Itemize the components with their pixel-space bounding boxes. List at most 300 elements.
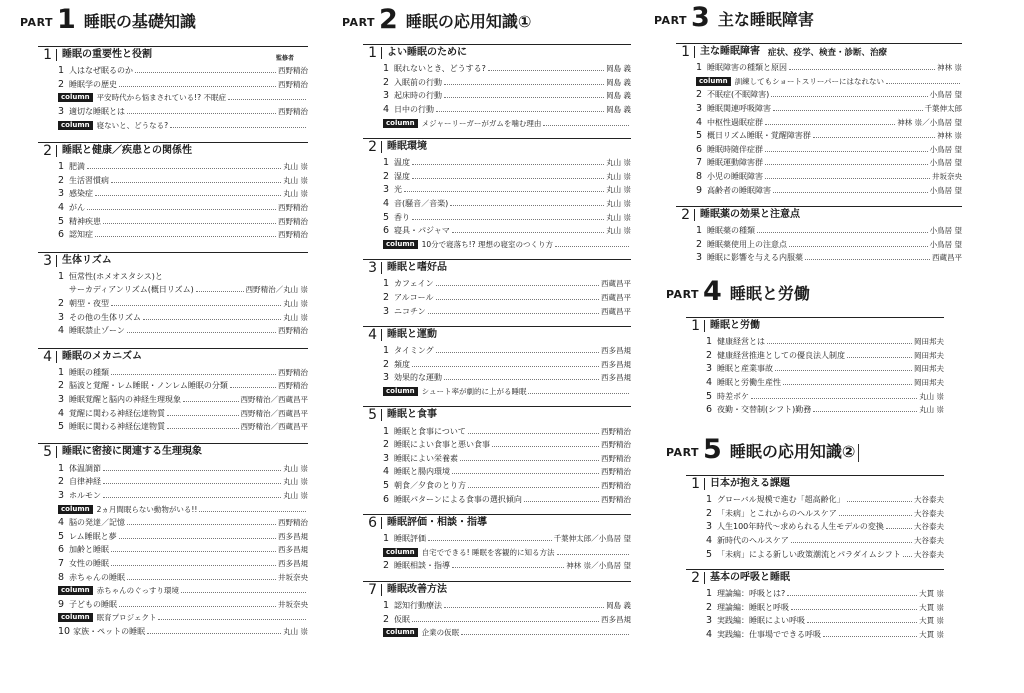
entry-author: 丸山 崇	[283, 189, 308, 199]
toc-entry[interactable]	[676, 102, 962, 116]
entry-title: 脳の発達／記憶	[69, 518, 125, 528]
column-title: 2ヵ月間眠らない動物がいる!!	[96, 504, 198, 514]
entry-title: 時差ボケ	[717, 391, 749, 401]
leader-dots	[135, 72, 276, 73]
toc-entry[interactable]	[363, 76, 631, 90]
column-tag: column	[58, 613, 93, 622]
entry-author: 井坂奈央	[278, 572, 308, 582]
entry-number: 2	[383, 76, 390, 88]
entry-title: 睡眠によい食事と悪い食事	[394, 440, 490, 450]
toc-entry[interactable]	[363, 291, 631, 305]
toc-entry[interactable]	[38, 461, 308, 475]
entry-number: 1	[706, 336, 713, 348]
toc-entry[interactable]	[363, 492, 631, 506]
leader-dots	[450, 205, 604, 206]
section-rule	[38, 252, 308, 253]
section-title: 睡眠の重要性と役割	[56, 49, 152, 61]
column-title: 平安時代から悩まされている!? 不眠症	[96, 93, 226, 103]
entry-author: 西多昌規	[278, 545, 308, 555]
entry-title: 睡眠と腸内環境	[394, 467, 450, 477]
toc-entry[interactable]	[686, 362, 944, 376]
section-title: よい睡眠のために	[381, 47, 467, 59]
section-number: 1	[681, 44, 690, 60]
entry-number: 1	[383, 533, 390, 545]
entry-author: 西野精治	[278, 66, 308, 76]
entry-title: 睡眠評価	[394, 534, 426, 544]
entry-title: 適切な睡眠とは	[69, 107, 125, 117]
toc-entry[interactable]	[676, 238, 962, 252]
entry-author: 丸山 崇	[606, 185, 631, 195]
entry-number: 7	[696, 157, 703, 169]
toc-entry[interactable]	[686, 534, 944, 548]
section-rule	[686, 317, 944, 318]
entry-author: 西野精治	[278, 326, 308, 336]
leader-dots	[524, 501, 599, 502]
entry-title: サーカディアンリズム(概日リズム)	[69, 285, 194, 295]
entry-number: 9	[696, 184, 703, 196]
leader-dots	[412, 621, 599, 622]
text-cursor	[858, 444, 859, 462]
column-tag: column	[58, 121, 93, 130]
entry-author: 西野精治	[278, 367, 308, 377]
entry-number: 1	[58, 462, 65, 474]
column-entry[interactable]	[38, 584, 308, 598]
entry-title: 加齢と睡眠	[69, 545, 109, 555]
leader-dots	[111, 305, 281, 306]
leader-dots	[813, 137, 935, 138]
entry-number: 2	[383, 613, 390, 625]
column-entry[interactable]	[38, 118, 308, 132]
toc-entry[interactable]	[38, 324, 308, 338]
leader-dots	[787, 595, 917, 596]
entry-author: 丸山 崇	[606, 212, 631, 222]
part-4-header	[666, 276, 810, 307]
entry-title: 赤ちゃんの睡眠	[69, 572, 125, 582]
entry-author: 西野精治	[278, 203, 308, 213]
supervisor-note: 監修者	[275, 55, 294, 62]
entry-number: 3	[696, 103, 703, 115]
entry-title: 理論編：睡眠と呼吸	[717, 602, 789, 612]
entry-number: 2	[383, 560, 390, 572]
leader-dots	[765, 124, 895, 125]
toc-entry[interactable]	[686, 335, 944, 349]
column-entry[interactable]	[38, 611, 308, 625]
leader-dots	[167, 415, 239, 416]
part-number: 3	[691, 2, 710, 33]
entry-number: 1	[383, 278, 390, 290]
toc-entry[interactable]	[38, 489, 308, 503]
toc-entry[interactable]	[38, 187, 308, 201]
toc-entry[interactable]	[38, 543, 308, 557]
entry-title: 家族・ペットの睡眠	[73, 626, 146, 636]
entry-author: 岡島 義	[606, 91, 631, 101]
section-header	[363, 581, 631, 599]
entry-title: 中枢性過眠症群	[707, 117, 763, 127]
toc-entry[interactable]	[38, 174, 308, 188]
entry-author: 西多昌規	[278, 558, 308, 568]
toc-entry[interactable]	[363, 224, 631, 238]
entry-number: 1	[383, 157, 390, 169]
entry-number: 2	[58, 174, 65, 186]
toc-entry[interactable]	[38, 78, 308, 92]
section-number: 2	[681, 206, 690, 223]
entry-author: 神林 崇／小鳥居 望	[897, 117, 962, 127]
entry-title: 不眠症(不眠障害)	[707, 90, 770, 100]
entry-title: その他の生体リズム	[69, 312, 141, 322]
entry-number: 1	[58, 366, 65, 378]
entry-author: 丸山 崇	[606, 199, 631, 209]
entry-number: 3	[58, 489, 65, 501]
leader-dots	[404, 191, 604, 192]
section-rule	[686, 569, 944, 570]
entry-author: 丸山 崇	[919, 391, 944, 401]
entry-title: 朝型・夜型	[69, 299, 109, 309]
section-title: 睡眠と嗜好品	[381, 262, 447, 274]
leader-dots	[111, 551, 276, 552]
column-title: 企業の仮眠	[421, 628, 460, 638]
leader-dots	[528, 393, 629, 394]
toc-entry[interactable]	[38, 201, 308, 215]
toc-entry[interactable]	[686, 376, 944, 390]
toc-entry[interactable]	[686, 349, 944, 363]
toc-section	[363, 44, 631, 130]
entry-title: 睡眠パターンによる食事の選択傾向	[394, 494, 522, 504]
section-title: 睡眠と食事	[381, 409, 437, 421]
entry-title: 小児の睡眠障害	[707, 172, 763, 182]
toc-entry[interactable]	[676, 251, 962, 265]
entry-title: 生活習慣病	[69, 175, 109, 185]
leader-dots	[492, 446, 599, 447]
toc-entry[interactable]	[363, 62, 631, 76]
toc-entry[interactable]	[38, 310, 308, 324]
toc-entry[interactable]	[363, 424, 631, 438]
toc-entry[interactable]	[676, 88, 962, 102]
toc-entry[interactable]	[363, 465, 631, 479]
toc-entry[interactable]	[363, 599, 631, 613]
toc-entry[interactable]	[363, 532, 631, 546]
toc-entry[interactable]	[676, 156, 962, 170]
toc-entry[interactable]	[676, 183, 962, 197]
toc-entry[interactable]	[38, 406, 308, 420]
entry-title: 新時代のヘルスケア	[717, 536, 789, 546]
part-label: PART	[20, 16, 54, 30]
entry-title: 自律神経	[69, 477, 101, 487]
toc-entry[interactable]	[686, 547, 944, 561]
leader-dots	[823, 636, 917, 637]
entry-author: 神林 崇／小鳥居 望	[566, 561, 631, 571]
section-header	[363, 406, 631, 424]
column-tag: column	[58, 586, 93, 595]
entry-title: 睡眠学の歴史	[69, 79, 117, 89]
entry-number: 2	[383, 170, 390, 182]
leader-dots	[460, 460, 599, 461]
entry-title: タイミング	[394, 346, 434, 356]
entry-author: 大谷泰夫	[914, 495, 944, 505]
section-number: 4	[43, 348, 52, 365]
toc-section	[676, 43, 962, 197]
toc-entry[interactable]	[686, 587, 944, 601]
entry-title: 音(騒音／音楽)	[394, 199, 449, 209]
leader-dots	[119, 538, 276, 539]
leader-dots	[111, 565, 276, 566]
column-tag: column	[383, 240, 418, 249]
entry-title: 人生100年時代〜求められる人生モデルの変換	[717, 522, 884, 532]
toc-entry[interactable]	[676, 143, 962, 157]
toc-entry[interactable]	[363, 304, 631, 318]
part-1-header	[20, 4, 196, 35]
leader-dots	[127, 113, 276, 114]
toc-entry[interactable]	[38, 475, 308, 489]
leader-dots	[771, 96, 927, 97]
toc-entry[interactable]	[38, 214, 308, 228]
entry-number: 1	[706, 494, 713, 506]
toc-entry[interactable]	[363, 451, 631, 465]
section-number: 5	[368, 407, 377, 424]
entry-title: 温度	[394, 158, 410, 168]
part-label: PART	[342, 16, 376, 30]
entry-author: 千葉伸太郎／小鳥居 望	[553, 534, 631, 544]
toc-entry[interactable]	[686, 520, 944, 534]
entry-number: 5	[706, 390, 713, 402]
toc-entry[interactable]	[38, 366, 308, 380]
entry-title: 湿度	[394, 171, 410, 181]
leader-dots	[127, 579, 276, 580]
section-header	[686, 569, 944, 587]
entry-author: 西野精治	[278, 79, 308, 89]
section-number: 4	[368, 326, 377, 343]
column-entry[interactable]	[38, 91, 308, 105]
entry-title: 子どもの睡眠	[69, 599, 117, 609]
entry-author: 丸山 崇	[606, 158, 631, 168]
toc-entry[interactable]	[38, 516, 308, 530]
toc-entry[interactable]	[686, 493, 944, 507]
entry-author: 西野精治／西蔵昌平	[240, 408, 308, 418]
leader-dots	[199, 511, 306, 512]
column-entry[interactable]	[363, 626, 631, 640]
entry-number: 4	[706, 629, 713, 641]
toc-entry[interactable]	[686, 403, 944, 417]
section-rule	[363, 406, 631, 407]
entry-number: 3	[58, 393, 65, 405]
section-header	[363, 138, 631, 156]
toc-entry[interactable]	[38, 297, 308, 311]
toc-entry[interactable]	[38, 393, 308, 407]
section-rule	[363, 514, 631, 515]
column-title: 眠育プロジェクト	[96, 613, 157, 623]
entry-author: 西蔵昌平	[601, 293, 631, 303]
entry-number: 1	[706, 588, 713, 600]
column-tag: column	[696, 77, 731, 86]
toc-entry[interactable]	[363, 197, 631, 211]
toc-entry[interactable]	[38, 228, 308, 242]
toc-entry[interactable]	[676, 115, 962, 129]
toc-section	[676, 206, 962, 265]
entry-title: 概日リズム睡眠・覚醒障害群	[707, 131, 811, 141]
column-title: シュート率が劇的に上がる睡眠	[421, 386, 527, 396]
toc-entry[interactable]	[686, 507, 944, 521]
leader-dots	[95, 236, 276, 237]
toc-entry[interactable]	[38, 597, 308, 611]
entry-number: 6	[383, 225, 390, 237]
entry-number: 1	[383, 345, 390, 357]
toc-section	[38, 46, 308, 132]
toc-entry[interactable]	[38, 283, 308, 297]
toc-section	[363, 581, 631, 640]
entry-title: 人はなぜ眠るのか	[69, 66, 133, 76]
toc-entry[interactable]	[686, 389, 944, 403]
section-rule	[363, 326, 631, 327]
toc-entry[interactable]	[676, 170, 962, 184]
leader-dots	[886, 83, 960, 84]
column-entry[interactable]	[363, 545, 631, 559]
leader-dots	[903, 556, 912, 557]
toc-entry[interactable]	[38, 64, 308, 78]
entry-title: 女性の睡眠	[69, 558, 109, 568]
toc-entry[interactable]	[363, 344, 631, 358]
section-rule	[686, 475, 944, 476]
entry-title: ホルモン	[69, 490, 101, 500]
toc-entry[interactable]	[363, 358, 631, 372]
toc-entry[interactable]	[363, 89, 631, 103]
toc-entry[interactable]	[676, 129, 962, 143]
entry-number: 1	[383, 425, 390, 437]
entry-author: 岡島 義	[606, 600, 631, 610]
section-title: 基本の呼吸と睡眠	[704, 572, 790, 584]
entry-title: 認知行動療法	[394, 600, 442, 610]
section-header	[686, 475, 944, 493]
leader-dots	[412, 164, 604, 165]
entry-author: 西野精治／西蔵昌平	[240, 394, 308, 404]
entry-author: 大谷泰夫	[914, 522, 944, 532]
leader-dots	[886, 528, 912, 529]
column-entry[interactable]	[363, 238, 631, 252]
leader-dots	[444, 84, 604, 85]
entry-number: 2	[383, 292, 390, 304]
toc-entry[interactable]	[363, 438, 631, 452]
toc-entry[interactable]	[363, 479, 631, 493]
toc-entry[interactable]	[363, 612, 631, 626]
toc-entry[interactable]	[363, 559, 631, 573]
entry-number: 6	[383, 493, 390, 505]
leader-dots	[436, 299, 599, 300]
section-number: 1	[691, 476, 700, 492]
entry-title: 肥満	[69, 162, 85, 172]
toc-entry[interactable]	[38, 379, 308, 393]
entry-title: 睡眠と食事について	[394, 426, 466, 436]
toc-entry[interactable]	[363, 170, 631, 184]
column-entry[interactable]	[676, 75, 962, 89]
toc-entry[interactable]	[686, 614, 944, 628]
leader-dots	[461, 634, 629, 635]
toc-entry[interactable]	[38, 160, 308, 174]
entry-number: 1	[58, 161, 65, 173]
entry-number: 3	[706, 615, 713, 627]
leader-dots	[444, 607, 604, 608]
section-header	[38, 348, 308, 366]
leader-dots	[765, 151, 928, 152]
column-tag: column	[383, 119, 418, 128]
entry-author: 西多昌規	[601, 614, 631, 624]
leader-dots	[436, 111, 604, 112]
column-tag: column	[383, 548, 418, 557]
entry-number: 4	[58, 517, 65, 529]
entry-number: 4	[58, 325, 65, 337]
column-entry[interactable]	[38, 502, 308, 516]
entry-number: 2	[696, 89, 703, 101]
entry-title: 睡眠によい栄養素	[394, 453, 458, 463]
toc-entry[interactable]	[686, 601, 944, 615]
entry-author: 小鳥居 望	[929, 158, 962, 168]
column-title: 赤ちゃんのぐっすり環境	[96, 586, 179, 596]
toc-entry[interactable]	[676, 224, 962, 238]
toc-entry[interactable]	[38, 557, 308, 571]
leader-dots	[87, 209, 276, 210]
toc-entry[interactable]	[38, 529, 308, 543]
entry-author: 西野精治／丸山 崇	[245, 285, 308, 295]
entry-author: 大谷泰夫	[914, 508, 944, 518]
toc-entry[interactable]	[363, 103, 631, 117]
entry-number: 5	[58, 215, 65, 227]
entry-author: 西蔵昌平	[601, 279, 631, 289]
toc-entry[interactable]	[686, 628, 944, 642]
entry-number: 3	[58, 188, 65, 200]
entry-author: 大貫 崇	[919, 616, 944, 626]
entry-number: 5	[383, 479, 390, 491]
leader-dots	[791, 609, 917, 610]
column-entry[interactable]	[363, 116, 631, 130]
leader-dots	[468, 487, 599, 488]
column-tag: column	[383, 387, 418, 396]
toc-entry[interactable]	[363, 210, 631, 224]
entry-title: 睡眠禁止ゾーン	[69, 326, 125, 336]
entry-number: 2	[58, 298, 65, 310]
toc-entry[interactable]	[363, 371, 631, 385]
toc-section	[38, 348, 308, 434]
section-rule	[363, 259, 631, 260]
toc-entry[interactable]	[38, 625, 308, 639]
entry-title: 睡眠運動障害群	[707, 158, 763, 168]
toc-entry[interactable]	[676, 61, 962, 75]
part-title: 睡眠の基礎知識	[83, 12, 196, 32]
leader-dots	[127, 524, 276, 525]
entry-title: 睡眠覚醒と脳内の神経生理現象	[69, 394, 181, 404]
section-number: 2	[368, 138, 377, 155]
column-entry[interactable]	[363, 385, 631, 399]
section-header	[38, 142, 308, 160]
column-title: 自宅でできる! 睡眠を客観的に知る方法	[421, 547, 555, 557]
leader-dots	[119, 606, 276, 607]
toc-entry[interactable]	[363, 277, 631, 291]
toc-entry[interactable]	[363, 183, 631, 197]
entry-title: 健康経営推進としての優良法人制度	[717, 350, 845, 360]
entry-number: 3	[58, 311, 65, 323]
entry-number: 2	[696, 238, 703, 250]
toc-entry[interactable]	[38, 270, 308, 284]
part-3-column	[676, 43, 962, 274]
entry-author: 西野精治	[278, 230, 308, 240]
leader-dots	[170, 127, 306, 128]
entry-number: 2	[58, 78, 65, 90]
toc-entry[interactable]	[363, 156, 631, 170]
toc-entry[interactable]	[38, 420, 308, 434]
entry-author: 西野精治	[601, 453, 631, 463]
entry-title: 精神疾患	[69, 216, 101, 226]
toc-entry[interactable]	[38, 570, 308, 584]
entry-number: 6	[696, 143, 703, 155]
entry-title: 睡眠に関わる神経伝達物質	[69, 422, 165, 432]
section-title: 睡眠と健康／疾患との関係性	[56, 145, 192, 157]
toc-entry[interactable]	[38, 105, 308, 119]
